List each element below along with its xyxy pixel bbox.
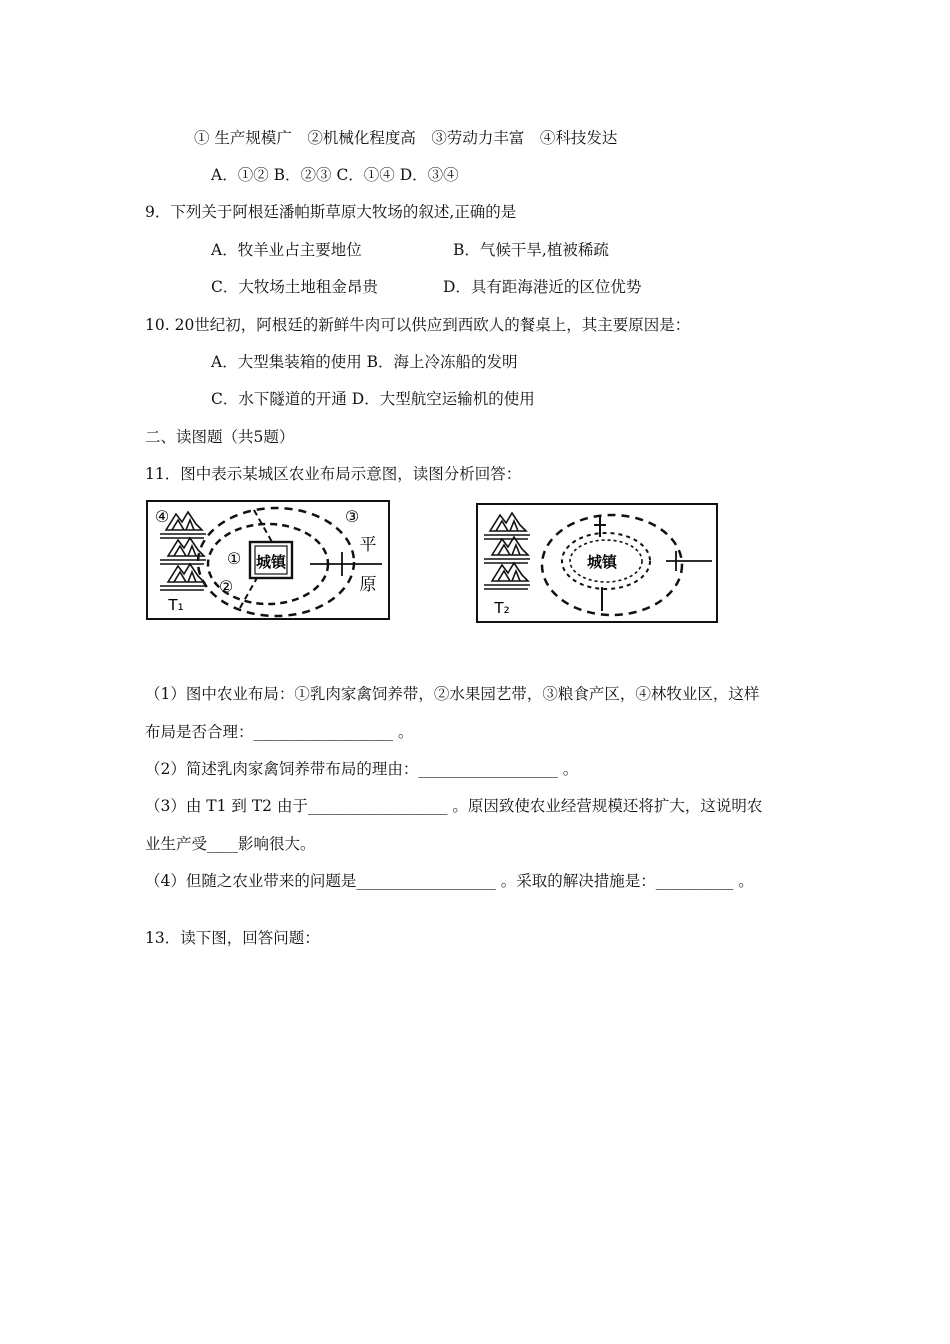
q10-options-cd: C．水下隧道的开通 D．大型航空运输机的使用: [211, 390, 535, 408]
q11-part4: （4）但随之农业带来的问题是__________________ 。采取的解决措施是：__________ 。: [145, 872, 754, 890]
q9-option-c: C．大牧场土地租金昂贵: [211, 278, 378, 296]
q10-options-ab: A．大型集装箱的使用 B．海上冷冻船的发明: [211, 353, 518, 371]
zone-marker-3: ③: [344, 507, 360, 526]
town-label: 城镇: [255, 553, 287, 571]
q9-option-d: D．具有距海港近的区位优势: [443, 278, 642, 296]
q9-option-a: A．牧羊业占主要地位: [211, 241, 362, 259]
time-label-t2: T₂: [494, 599, 510, 617]
plain-label-1: 平: [359, 535, 377, 555]
farming-layout-figure-t2: [476, 503, 718, 623]
zone-marker-4: ④: [154, 507, 170, 526]
q11-part3-line1: （3）由 T1 到 T2 由于__________________ 。原因致使农业经营规模还将扩大，这说明农: [145, 797, 763, 815]
q10-stem: 10. 20世纪初，阿根廷的新鲜牛肉可以供应到西欧人的餐桌上，其主要原因是：: [145, 316, 691, 334]
section-heading: 二、读图题（共5题）: [145, 428, 295, 446]
q11-part1-line2: 布局是否合理：__________________ 。: [145, 723, 414, 741]
q11-part2: （2）简述乳肉家禽饲养带布局的理由：__________________ 。: [145, 760, 579, 778]
q8-options: A．①② B．②③ C．①④ D．③④: [211, 166, 459, 184]
q11-stem: 11．图中表示某城区农业布局示意图，读图分析回答：: [145, 465, 522, 483]
q8-statements: ① 生产规模广 ②机械化程度高 ③劳动力丰富 ④科技发达: [194, 129, 618, 147]
plain-label-2: 原: [359, 575, 377, 595]
q9-stem: 9．下列关于阿根廷潘帕斯草原大牧场的叙述,正确的是: [145, 203, 517, 221]
q11-part3-line2: 业生产受____影响很大。: [145, 835, 316, 853]
zone-marker-2: ②: [218, 577, 234, 596]
town-label: 城镇: [586, 553, 618, 571]
time-label-t1: T₁: [168, 596, 184, 614]
farming-layout-figure-t1: [146, 500, 390, 620]
q11-part1-line1: （1）图中农业布局：①乳肉家禽饲养带，②水果园艺带，③粮食产区，④林牧业区，这样: [145, 685, 760, 703]
q13-stem: 13．读下图，回答问题：: [145, 929, 320, 947]
zone-marker-1: ①: [226, 549, 242, 568]
q9-option-b: B．气候干旱,植被稀疏: [453, 241, 609, 259]
